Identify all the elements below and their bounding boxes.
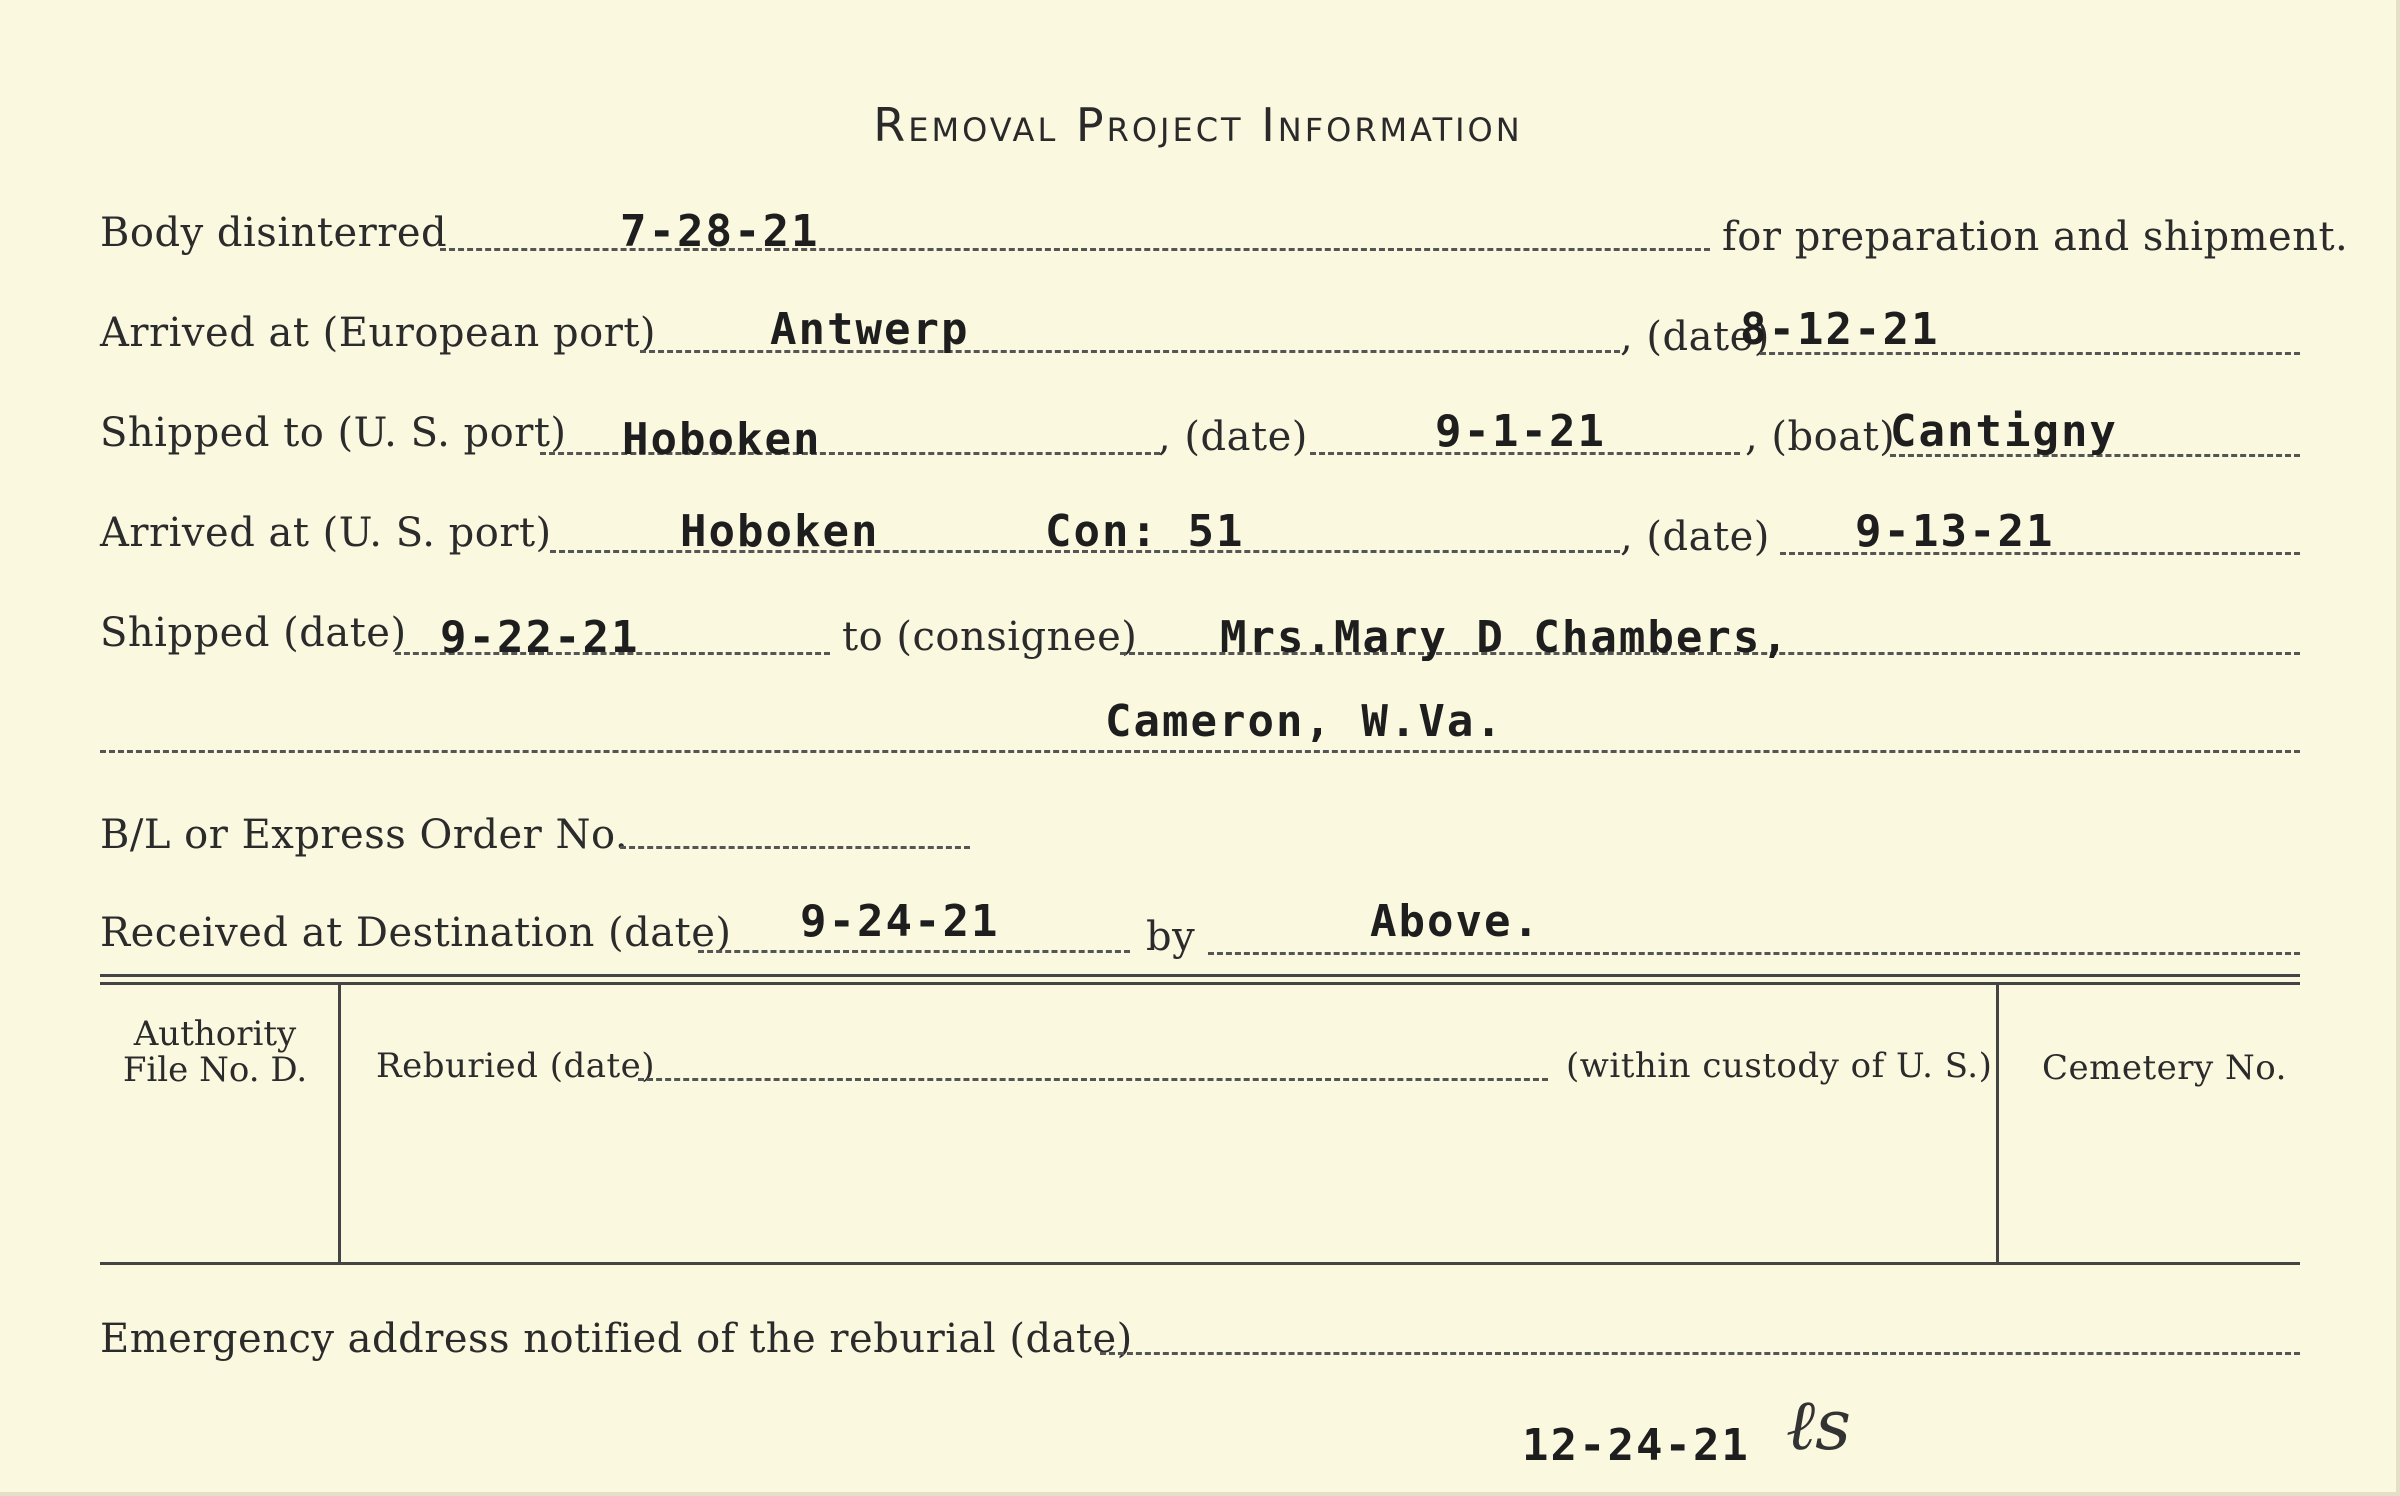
table-divider-right	[1996, 985, 1999, 1263]
shipped-to-us-port-label: Shipped to (U. S. port)	[100, 410, 567, 456]
disinterred-date-value: 7-28-21	[620, 206, 820, 257]
received-destination-label: Received at Destination (date)	[100, 910, 732, 956]
us-arrival-date-label: , (date)	[1620, 514, 1770, 560]
footer-date-value: 12-24-21	[1522, 1420, 1750, 1471]
consignee-address-line	[100, 750, 2300, 753]
table-top-rule	[100, 974, 2300, 977]
received-date-line	[698, 950, 1130, 953]
european-arrival-date-value: 8-12-21	[1740, 304, 1940, 355]
table-top-rule-2	[100, 982, 2300, 985]
us-port-arrived-value: Hoboken	[680, 506, 880, 557]
bl-express-order-line	[620, 846, 970, 849]
consignee-label: to (consignee)	[842, 614, 1138, 660]
european-date-label: , (date)	[1620, 314, 1770, 360]
by-label: by	[1146, 914, 1196, 960]
arrived-european-port-label: Arrived at (European port)	[100, 310, 657, 356]
boat-label: , (boat)	[1745, 414, 1896, 460]
preparation-shipment-label: for preparation and shipment.	[1722, 214, 2349, 260]
us-port-shipped-value: Hoboken	[622, 414, 822, 465]
con-number-value: Con: 51	[1045, 506, 1245, 557]
table-bottom-rule	[100, 1262, 2300, 1265]
received-date-value: 9-24-21	[800, 896, 1000, 947]
bl-express-order-label: B/L or Express Order No.	[100, 812, 629, 858]
shipped-date-consignee-label: Shipped (date)	[100, 610, 407, 656]
consignee-name-value: Mrs.Mary D Chambers,	[1220, 612, 1790, 663]
reburied-date-line	[638, 1078, 1548, 1081]
table-divider-left	[338, 985, 341, 1263]
body-disinterred-label: Body disinterred	[100, 210, 448, 256]
arrived-us-port-label: Arrived at (U. S. port)	[100, 510, 552, 556]
shipped-date-value: 9-1-21	[1435, 406, 1606, 457]
emergency-address-line	[1100, 1352, 2300, 1355]
form-title: Removal Project Information	[873, 98, 1523, 152]
shipped-date-label: , (date)	[1158, 414, 1308, 460]
received-by-line	[1208, 952, 2300, 955]
emergency-address-label: Emergency address notified of the reburial (date)	[100, 1316, 1133, 1362]
boat-value: Cantigny	[1890, 406, 2118, 457]
received-by-value: Above.	[1370, 896, 1541, 947]
reburied-date-label: Reburied (date)	[376, 1046, 656, 1086]
consignee-address-value: Cameron, W.Va.	[1105, 696, 1504, 747]
european-port-value: Antwerp	[770, 304, 970, 355]
cemetery-no-label: Cemetery No.	[2042, 1048, 2287, 1088]
authority-file-label: Authority File No. D.	[122, 1014, 308, 1090]
us-arrival-date-value: 9-13-21	[1855, 506, 2055, 557]
handwritten-initials: ℓs	[1786, 1384, 1852, 1466]
shipped-consignee-date-value: 9-22-21	[440, 612, 640, 663]
custody-label: (within custody of U. S.)	[1566, 1046, 1993, 1086]
